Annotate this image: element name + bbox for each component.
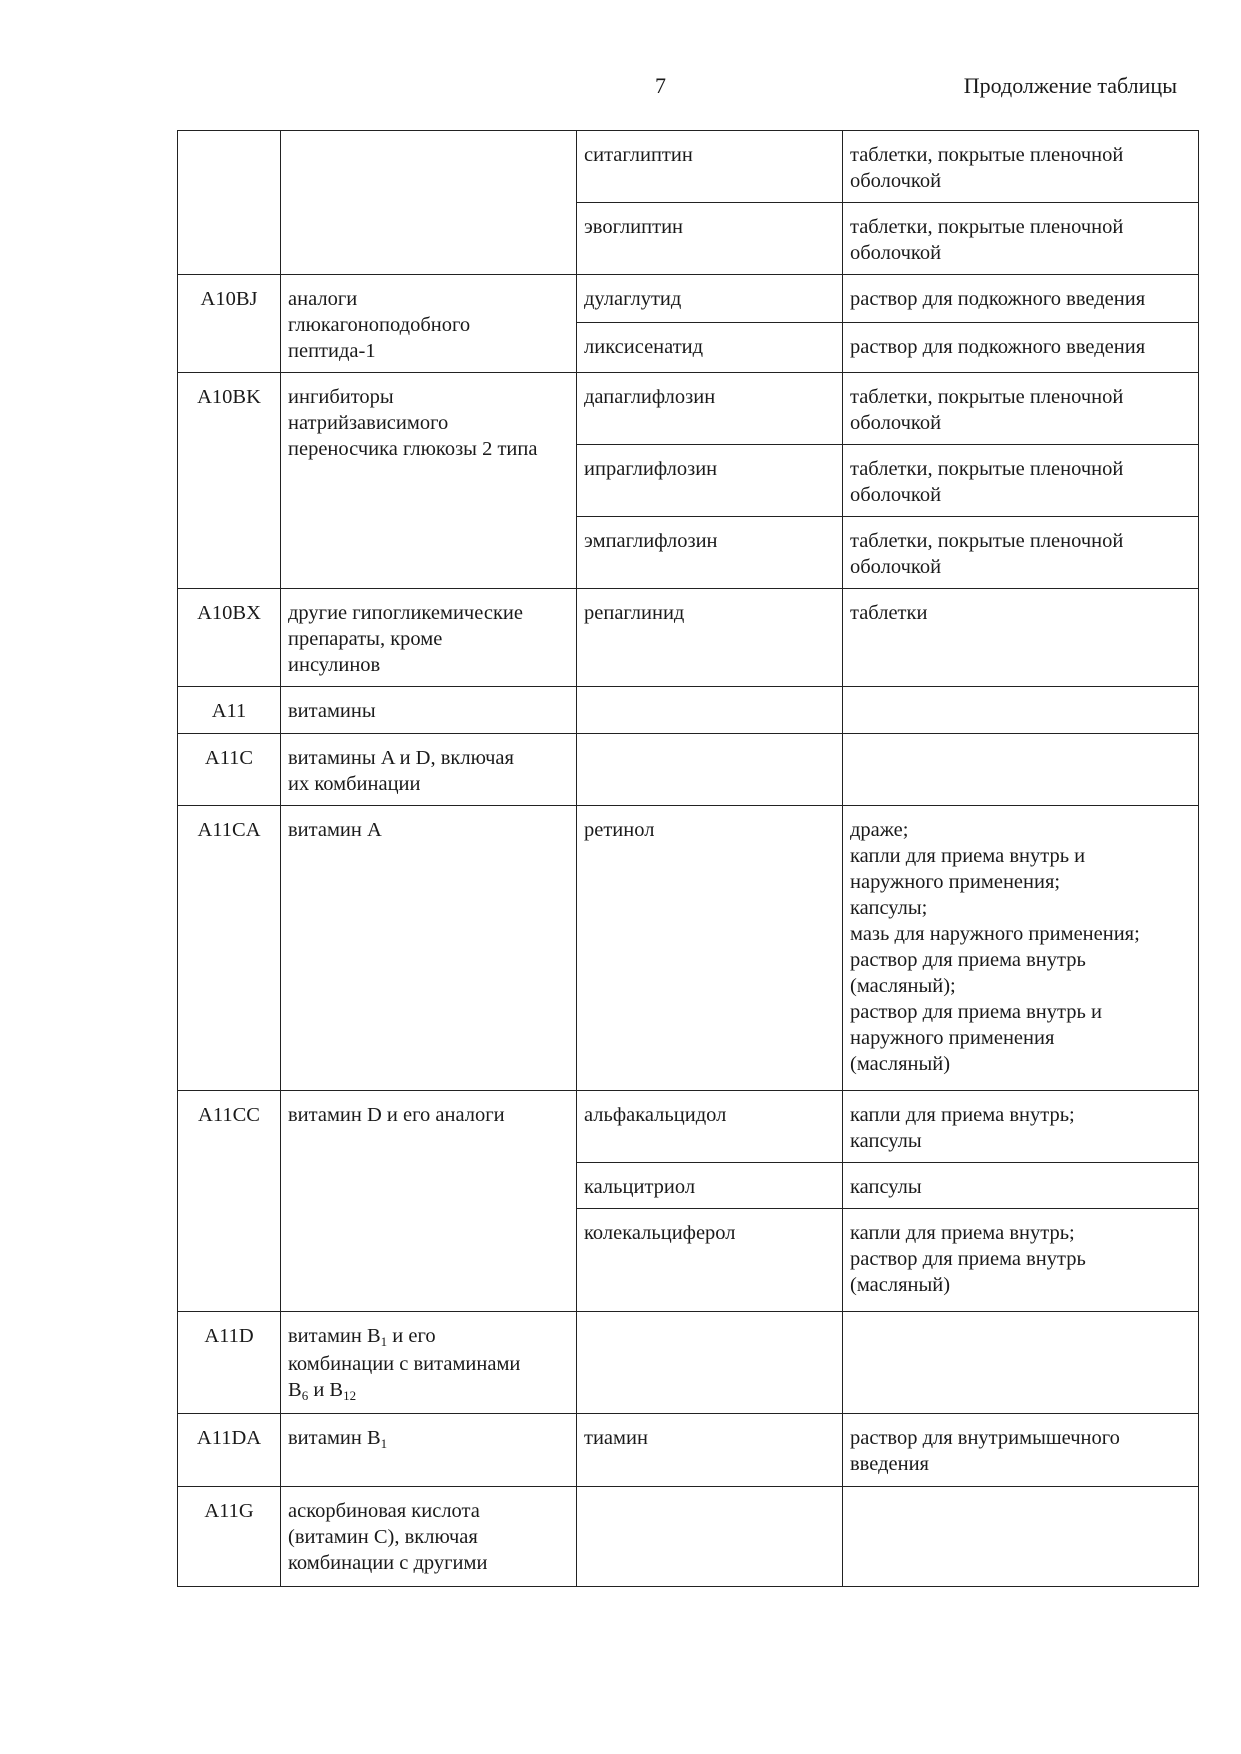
group-name-cell: витамин $B_1$ <box>281 1414 577 1487</box>
atc-code-cell: A10BK <box>178 373 281 589</box>
table-row <box>178 1312 1199 1414</box>
table-row <box>178 734 1199 806</box>
drug-name-cell: колекальциферол <box>577 1209 843 1312</box>
dosage-form-cell: раствор для подкожного введения <box>843 323 1199 373</box>
dosage-form-cell <box>843 1312 1199 1414</box>
drug-name-cell: альфакальцидол <box>577 1091 843 1163</box>
table-row <box>178 806 1199 1091</box>
page-number: 7 <box>655 73 666 98</box>
group-name-cell: ингибиторы натрийзависимого переносчика глюкозы 2 типа <box>281 373 577 589</box>
table-row <box>178 275 1199 323</box>
group-name-cell: витамины <box>281 687 577 734</box>
dosage-form-cell: капли для приема внутрь; раствор для приема внутрь (масляный) <box>843 1209 1199 1312</box>
drug-name-cell: дулаглутид <box>577 275 843 323</box>
drug-name-cell <box>577 1312 843 1414</box>
dosage-form-cell <box>843 734 1199 806</box>
group-name-cell: аскорбиновая кислота (витамин C), включая комбинации с другими <box>281 1487 577 1587</box>
atc-code-cell: A11C <box>178 734 281 806</box>
drug-name-cell: репаглинид <box>577 589 843 687</box>
group-name-cell <box>281 131 577 275</box>
atc-code-cell: A11CA <box>178 806 281 1091</box>
atc-code-cell: A10BX <box>178 589 281 687</box>
group-name-cell: витамин A <box>281 806 577 1091</box>
dosage-form-cell: раствор для внутримышечного введения <box>843 1414 1199 1487</box>
group-name-cell: витамин $B_1$ и его комбинации с витаминами $B_6$ и $B_{12}$ <box>281 1312 577 1414</box>
table-row <box>178 687 1199 734</box>
group-name-cell: аналоги глюкагоноподобного пептида-1 <box>281 275 577 373</box>
table-row <box>178 1091 1199 1163</box>
atc-code-cell: A11G <box>178 1487 281 1587</box>
atc-code-cell: A11 <box>178 687 281 734</box>
dosage-form-cell: капсулы <box>843 1163 1199 1209</box>
group-name-cell: витамин D и его аналоги <box>281 1091 577 1312</box>
drug-name-cell: тиамин <box>577 1414 843 1487</box>
drug-name-cell: кальцитриол <box>577 1163 843 1209</box>
drug-name-cell: эвоглиптин <box>577 203 843 275</box>
atc-code-cell <box>178 131 281 275</box>
atc-code-cell: A10BJ <box>178 275 281 373</box>
drug-name-cell: ситаглиптин <box>577 131 843 203</box>
table-row <box>178 1487 1199 1587</box>
dosage-form-cell: раствор для подкожного введения <box>843 275 1199 323</box>
atc-code-cell: A11DA <box>178 1414 281 1487</box>
drug-name-cell: эмпаглифлозин <box>577 517 843 589</box>
table-row <box>178 373 1199 445</box>
table-row <box>178 589 1199 687</box>
drug-name-cell: дапаглифлозин <box>577 373 843 445</box>
dosage-form-cell <box>843 1487 1199 1587</box>
drug-name-cell: ипраглифлозин <box>577 445 843 517</box>
group-name-cell: витамины A и D, включая их комбинации <box>281 734 577 806</box>
table-row <box>178 1414 1199 1487</box>
drug-name-cell <box>577 1487 843 1587</box>
dosage-form-cell: таблетки, покрытые пленочной оболочкой <box>843 445 1199 517</box>
drug-table <box>177 130 1199 1587</box>
table-row <box>178 131 1199 203</box>
dosage-form-cell: таблетки, покрытые пленочной оболочкой <box>843 203 1199 275</box>
drug-name-cell: ретинол <box>577 806 843 1091</box>
dosage-form-cell <box>843 687 1199 734</box>
drug-name-cell <box>577 734 843 806</box>
dosage-form-cell: таблетки, покрытые пленочной оболочкой <box>843 373 1199 445</box>
atc-code-cell: A11CC <box>178 1091 281 1312</box>
table-continuation-label: Продолжение таблицы <box>963 73 1177 98</box>
drug-name-cell <box>577 687 843 734</box>
group-name-cell: другие гипогликемические препараты, кроме инсулинов <box>281 589 577 687</box>
dosage-form-cell: капли для приема внутрь; капсулы <box>843 1091 1199 1163</box>
atc-code-cell: A11D <box>178 1312 281 1414</box>
dosage-form-cell: таблетки <box>843 589 1199 687</box>
dosage-form-cell: таблетки, покрытые пленочной оболочкой <box>843 517 1199 589</box>
dosage-form-cell: драже; капли для приема внутрь и наружного применения; капсулы; мазь для наружного применения; раствор для приема внутрь (масляный); раствор для приема внутрь и наружного применения (масляный) <box>843 806 1199 1091</box>
dosage-form-cell: таблетки, покрытые пленочной оболочкой <box>843 131 1199 203</box>
drug-name-cell: ликсисенатид <box>577 323 843 373</box>
